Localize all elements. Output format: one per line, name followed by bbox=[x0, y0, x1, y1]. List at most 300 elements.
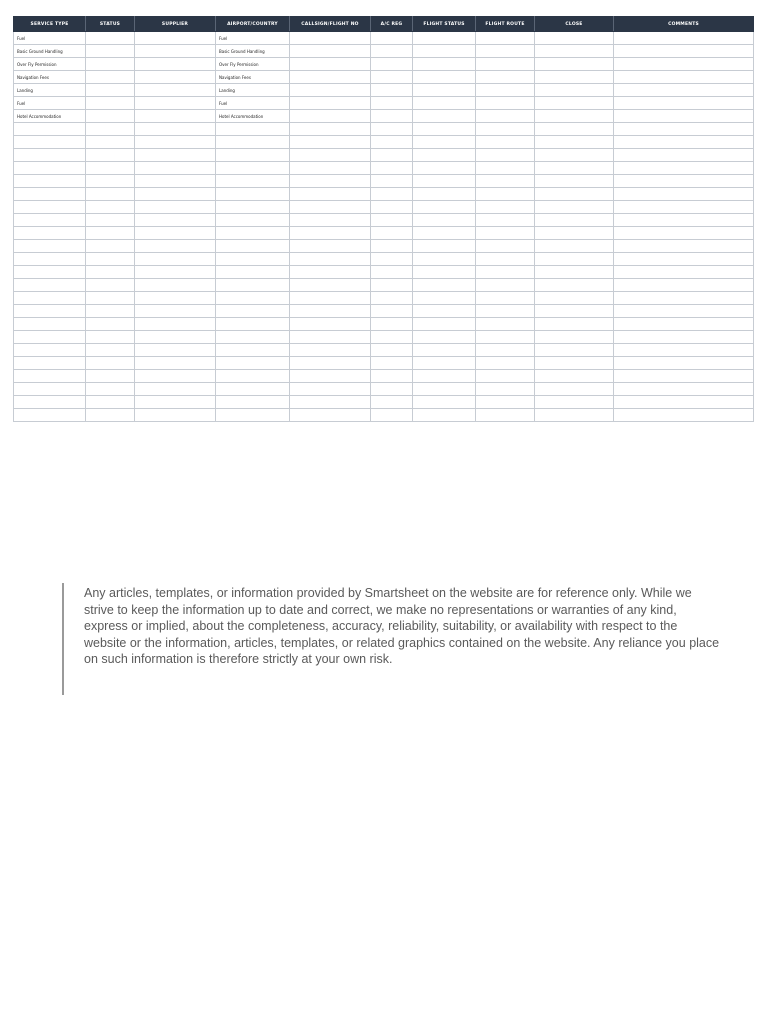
cell-service-type[interactable] bbox=[14, 305, 86, 318]
cell-supplier[interactable] bbox=[135, 409, 216, 422]
cell-status[interactable] bbox=[86, 71, 135, 84]
cell-airport-country[interactable] bbox=[216, 344, 290, 357]
cell-flight-route[interactable] bbox=[476, 357, 535, 370]
cell-ac-reg[interactable] bbox=[371, 318, 413, 331]
cell-flight-route[interactable] bbox=[476, 58, 535, 71]
cell-airport-country[interactable] bbox=[216, 305, 290, 318]
cell-status[interactable] bbox=[86, 110, 135, 123]
cell-service-type[interactable] bbox=[14, 214, 86, 227]
cell-supplier[interactable] bbox=[135, 84, 216, 97]
cell-ac-reg[interactable] bbox=[371, 188, 413, 201]
cell-status[interactable] bbox=[86, 214, 135, 227]
cell-service-type[interactable] bbox=[14, 123, 86, 136]
cell-flight-status[interactable] bbox=[413, 331, 476, 344]
cell-callsign-flight-no[interactable] bbox=[290, 175, 371, 188]
cell-flight-route[interactable] bbox=[476, 279, 535, 292]
cell-close[interactable] bbox=[535, 396, 614, 409]
cell-comments[interactable] bbox=[614, 240, 754, 253]
cell-ac-reg[interactable] bbox=[371, 227, 413, 240]
cell-airport-country[interactable] bbox=[216, 383, 290, 396]
cell-callsign-flight-no[interactable] bbox=[290, 318, 371, 331]
cell-airport-country[interactable] bbox=[216, 331, 290, 344]
cell-flight-status[interactable] bbox=[413, 318, 476, 331]
cell-airport-country[interactable] bbox=[216, 136, 290, 149]
cell-status[interactable] bbox=[86, 58, 135, 71]
cell-flight-status[interactable] bbox=[413, 240, 476, 253]
cell-flight-route[interactable] bbox=[476, 175, 535, 188]
cell-supplier[interactable] bbox=[135, 240, 216, 253]
cell-comments[interactable] bbox=[614, 344, 754, 357]
cell-comments[interactable] bbox=[614, 84, 754, 97]
cell-flight-route[interactable] bbox=[476, 227, 535, 240]
cell-flight-route[interactable] bbox=[476, 292, 535, 305]
cell-supplier[interactable] bbox=[135, 305, 216, 318]
cell-service-type[interactable] bbox=[14, 331, 86, 344]
cell-flight-route[interactable] bbox=[476, 318, 535, 331]
cell-close[interactable] bbox=[535, 331, 614, 344]
cell-flight-status[interactable] bbox=[413, 136, 476, 149]
cell-service-type[interactable] bbox=[14, 266, 86, 279]
cell-airport-country[interactable] bbox=[216, 318, 290, 331]
cell-ac-reg[interactable] bbox=[371, 45, 413, 58]
cell-service-type[interactable] bbox=[14, 253, 86, 266]
cell-service-type[interactable] bbox=[14, 240, 86, 253]
cell-comments[interactable] bbox=[614, 58, 754, 71]
cell-ac-reg[interactable] bbox=[371, 84, 413, 97]
cell-callsign-flight-no[interactable] bbox=[290, 84, 371, 97]
cell-ac-reg[interactable] bbox=[371, 383, 413, 396]
cell-callsign-flight-no[interactable] bbox=[290, 162, 371, 175]
cell-callsign-flight-no[interactable] bbox=[290, 45, 371, 58]
cell-callsign-flight-no[interactable] bbox=[290, 370, 371, 383]
cell-ac-reg[interactable] bbox=[371, 32, 413, 45]
cell-comments[interactable] bbox=[614, 396, 754, 409]
cell-flight-status[interactable] bbox=[413, 214, 476, 227]
cell-service-type[interactable] bbox=[14, 162, 86, 175]
cell-flight-status[interactable] bbox=[413, 396, 476, 409]
cell-airport-country[interactable] bbox=[216, 266, 290, 279]
cell-status[interactable] bbox=[86, 227, 135, 240]
cell-flight-route[interactable] bbox=[476, 201, 535, 214]
cell-service-type[interactable] bbox=[14, 175, 86, 188]
cell-close[interactable] bbox=[535, 383, 614, 396]
cell-callsign-flight-no[interactable] bbox=[290, 123, 371, 136]
cell-flight-status[interactable] bbox=[413, 279, 476, 292]
cell-close[interactable] bbox=[535, 175, 614, 188]
cell-flight-route[interactable] bbox=[476, 123, 535, 136]
cell-close[interactable] bbox=[535, 318, 614, 331]
cell-flight-status[interactable] bbox=[413, 175, 476, 188]
cell-flight-route[interactable] bbox=[476, 32, 535, 45]
cell-close[interactable] bbox=[535, 84, 614, 97]
cell-close[interactable] bbox=[535, 110, 614, 123]
cell-flight-route[interactable] bbox=[476, 370, 535, 383]
cell-close[interactable] bbox=[535, 97, 614, 110]
cell-supplier[interactable] bbox=[135, 253, 216, 266]
cell-status[interactable] bbox=[86, 383, 135, 396]
cell-airport-country[interactable]: Fuel bbox=[216, 32, 290, 45]
cell-status[interactable] bbox=[86, 409, 135, 422]
cell-status[interactable] bbox=[86, 396, 135, 409]
cell-ac-reg[interactable] bbox=[371, 331, 413, 344]
cell-ac-reg[interactable] bbox=[371, 201, 413, 214]
cell-airport-country[interactable]: Fuel bbox=[216, 97, 290, 110]
cell-service-type[interactable]: Landing bbox=[14, 84, 86, 97]
cell-ac-reg[interactable] bbox=[371, 240, 413, 253]
cell-comments[interactable] bbox=[614, 149, 754, 162]
cell-service-type[interactable] bbox=[14, 318, 86, 331]
cell-flight-status[interactable] bbox=[413, 266, 476, 279]
cell-service-type[interactable] bbox=[14, 370, 86, 383]
cell-ac-reg[interactable] bbox=[371, 266, 413, 279]
cell-comments[interactable] bbox=[614, 188, 754, 201]
cell-flight-status[interactable] bbox=[413, 32, 476, 45]
cell-flight-status[interactable] bbox=[413, 409, 476, 422]
cell-status[interactable] bbox=[86, 305, 135, 318]
cell-ac-reg[interactable] bbox=[371, 253, 413, 266]
cell-airport-country[interactable] bbox=[216, 123, 290, 136]
cell-comments[interactable] bbox=[614, 305, 754, 318]
cell-close[interactable] bbox=[535, 45, 614, 58]
cell-ac-reg[interactable] bbox=[371, 123, 413, 136]
cell-close[interactable] bbox=[535, 162, 614, 175]
cell-airport-country[interactable] bbox=[216, 253, 290, 266]
cell-callsign-flight-no[interactable] bbox=[290, 344, 371, 357]
cell-comments[interactable] bbox=[614, 162, 754, 175]
cell-ac-reg[interactable] bbox=[371, 71, 413, 84]
cell-comments[interactable] bbox=[614, 318, 754, 331]
cell-status[interactable] bbox=[86, 253, 135, 266]
cell-callsign-flight-no[interactable] bbox=[290, 110, 371, 123]
cell-service-type[interactable] bbox=[14, 149, 86, 162]
cell-service-type[interactable] bbox=[14, 409, 86, 422]
cell-status[interactable] bbox=[86, 97, 135, 110]
cell-status[interactable] bbox=[86, 175, 135, 188]
cell-callsign-flight-no[interactable] bbox=[290, 32, 371, 45]
cell-flight-status[interactable] bbox=[413, 110, 476, 123]
cell-airport-country[interactable] bbox=[216, 396, 290, 409]
cell-flight-route[interactable] bbox=[476, 188, 535, 201]
cell-close[interactable] bbox=[535, 227, 614, 240]
cell-flight-route[interactable] bbox=[476, 71, 535, 84]
cell-callsign-flight-no[interactable] bbox=[290, 409, 371, 422]
cell-flight-route[interactable] bbox=[476, 97, 535, 110]
cell-supplier[interactable] bbox=[135, 318, 216, 331]
cell-status[interactable] bbox=[86, 279, 135, 292]
cell-callsign-flight-no[interactable] bbox=[290, 188, 371, 201]
cell-flight-route[interactable] bbox=[476, 331, 535, 344]
cell-ac-reg[interactable] bbox=[371, 175, 413, 188]
cell-comments[interactable] bbox=[614, 123, 754, 136]
cell-service-type[interactable] bbox=[14, 201, 86, 214]
cell-ac-reg[interactable] bbox=[371, 279, 413, 292]
cell-flight-route[interactable] bbox=[476, 214, 535, 227]
cell-supplier[interactable] bbox=[135, 162, 216, 175]
cell-comments[interactable] bbox=[614, 370, 754, 383]
cell-supplier[interactable] bbox=[135, 110, 216, 123]
cell-comments[interactable] bbox=[614, 357, 754, 370]
cell-service-type[interactable] bbox=[14, 357, 86, 370]
cell-callsign-flight-no[interactable] bbox=[290, 305, 371, 318]
cell-flight-status[interactable] bbox=[413, 370, 476, 383]
cell-callsign-flight-no[interactable] bbox=[290, 227, 371, 240]
cell-supplier[interactable] bbox=[135, 97, 216, 110]
cell-flight-status[interactable] bbox=[413, 305, 476, 318]
cell-flight-route[interactable] bbox=[476, 409, 535, 422]
cell-close[interactable] bbox=[535, 71, 614, 84]
cell-flight-route[interactable] bbox=[476, 149, 535, 162]
cell-close[interactable] bbox=[535, 58, 614, 71]
cell-ac-reg[interactable] bbox=[371, 344, 413, 357]
cell-close[interactable] bbox=[535, 214, 614, 227]
cell-supplier[interactable] bbox=[135, 136, 216, 149]
cell-flight-route[interactable] bbox=[476, 45, 535, 58]
cell-airport-country[interactable] bbox=[216, 214, 290, 227]
cell-ac-reg[interactable] bbox=[371, 162, 413, 175]
cell-service-type[interactable] bbox=[14, 188, 86, 201]
cell-flight-status[interactable] bbox=[413, 188, 476, 201]
cell-comments[interactable] bbox=[614, 110, 754, 123]
cell-ac-reg[interactable] bbox=[371, 97, 413, 110]
cell-close[interactable] bbox=[535, 149, 614, 162]
cell-supplier[interactable] bbox=[135, 357, 216, 370]
cell-supplier[interactable] bbox=[135, 45, 216, 58]
cell-callsign-flight-no[interactable] bbox=[290, 396, 371, 409]
cell-flight-status[interactable] bbox=[413, 357, 476, 370]
cell-flight-route[interactable] bbox=[476, 344, 535, 357]
cell-status[interactable] bbox=[86, 136, 135, 149]
cell-supplier[interactable] bbox=[135, 214, 216, 227]
cell-ac-reg[interactable] bbox=[371, 110, 413, 123]
cell-airport-country[interactable] bbox=[216, 201, 290, 214]
cell-supplier[interactable] bbox=[135, 344, 216, 357]
cell-flight-route[interactable] bbox=[476, 84, 535, 97]
cell-flight-route[interactable] bbox=[476, 162, 535, 175]
cell-comments[interactable] bbox=[614, 266, 754, 279]
cell-status[interactable] bbox=[86, 84, 135, 97]
cell-flight-route[interactable] bbox=[476, 266, 535, 279]
cell-airport-country[interactable]: Over Fly Permission bbox=[216, 58, 290, 71]
cell-flight-route[interactable] bbox=[476, 240, 535, 253]
cell-service-type[interactable] bbox=[14, 136, 86, 149]
cell-flight-status[interactable] bbox=[413, 149, 476, 162]
cell-airport-country[interactable]: Basic Ground Handling bbox=[216, 45, 290, 58]
cell-supplier[interactable] bbox=[135, 188, 216, 201]
cell-flight-status[interactable] bbox=[413, 45, 476, 58]
cell-close[interactable] bbox=[535, 253, 614, 266]
cell-status[interactable] bbox=[86, 357, 135, 370]
cell-status[interactable] bbox=[86, 292, 135, 305]
cell-ac-reg[interactable] bbox=[371, 370, 413, 383]
cell-callsign-flight-no[interactable] bbox=[290, 253, 371, 266]
cell-flight-route[interactable] bbox=[476, 383, 535, 396]
cell-callsign-flight-no[interactable] bbox=[290, 201, 371, 214]
cell-flight-route[interactable] bbox=[476, 396, 535, 409]
cell-flight-route[interactable] bbox=[476, 136, 535, 149]
cell-supplier[interactable] bbox=[135, 279, 216, 292]
cell-close[interactable] bbox=[535, 32, 614, 45]
cell-comments[interactable] bbox=[614, 227, 754, 240]
cell-airport-country[interactable]: Hotel Accommodation bbox=[216, 110, 290, 123]
cell-airport-country[interactable]: Landing bbox=[216, 84, 290, 97]
cell-supplier[interactable] bbox=[135, 292, 216, 305]
cell-status[interactable] bbox=[86, 331, 135, 344]
cell-status[interactable] bbox=[86, 45, 135, 58]
cell-close[interactable] bbox=[535, 370, 614, 383]
cell-service-type[interactable]: Hotel Accommodation bbox=[14, 110, 86, 123]
cell-flight-status[interactable] bbox=[413, 71, 476, 84]
cell-comments[interactable] bbox=[614, 253, 754, 266]
cell-callsign-flight-no[interactable] bbox=[290, 240, 371, 253]
cell-comments[interactable] bbox=[614, 383, 754, 396]
cell-ac-reg[interactable] bbox=[371, 305, 413, 318]
cell-ac-reg[interactable] bbox=[371, 136, 413, 149]
cell-service-type[interactable] bbox=[14, 292, 86, 305]
cell-airport-country[interactable] bbox=[216, 149, 290, 162]
cell-supplier[interactable] bbox=[135, 149, 216, 162]
cell-close[interactable] bbox=[535, 409, 614, 422]
cell-service-type[interactable] bbox=[14, 383, 86, 396]
cell-ac-reg[interactable] bbox=[371, 396, 413, 409]
cell-status[interactable] bbox=[86, 318, 135, 331]
cell-status[interactable] bbox=[86, 240, 135, 253]
cell-close[interactable] bbox=[535, 344, 614, 357]
cell-status[interactable] bbox=[86, 162, 135, 175]
cell-callsign-flight-no[interactable] bbox=[290, 331, 371, 344]
cell-close[interactable] bbox=[535, 292, 614, 305]
cell-comments[interactable] bbox=[614, 97, 754, 110]
cell-supplier[interactable] bbox=[135, 123, 216, 136]
cell-airport-country[interactable]: Navigation Fees bbox=[216, 71, 290, 84]
cell-supplier[interactable] bbox=[135, 266, 216, 279]
cell-comments[interactable] bbox=[614, 201, 754, 214]
cell-status[interactable] bbox=[86, 370, 135, 383]
cell-flight-status[interactable] bbox=[413, 58, 476, 71]
cell-flight-route[interactable] bbox=[476, 253, 535, 266]
cell-comments[interactable] bbox=[614, 279, 754, 292]
cell-flight-status[interactable] bbox=[413, 253, 476, 266]
cell-flight-status[interactable] bbox=[413, 227, 476, 240]
cell-status[interactable] bbox=[86, 149, 135, 162]
cell-supplier[interactable] bbox=[135, 331, 216, 344]
cell-supplier[interactable] bbox=[135, 383, 216, 396]
cell-service-type[interactable]: Navigation Fees bbox=[14, 71, 86, 84]
cell-callsign-flight-no[interactable] bbox=[290, 97, 371, 110]
cell-service-type[interactable]: Over Fly Permission bbox=[14, 58, 86, 71]
cell-flight-status[interactable] bbox=[413, 201, 476, 214]
cell-service-type[interactable] bbox=[14, 279, 86, 292]
cell-callsign-flight-no[interactable] bbox=[290, 266, 371, 279]
cell-flight-route[interactable] bbox=[476, 305, 535, 318]
cell-flight-status[interactable] bbox=[413, 344, 476, 357]
cell-service-type[interactable]: Basic Ground Handling bbox=[14, 45, 86, 58]
cell-airport-country[interactable] bbox=[216, 279, 290, 292]
cell-close[interactable] bbox=[535, 188, 614, 201]
cell-status[interactable] bbox=[86, 32, 135, 45]
cell-flight-status[interactable] bbox=[413, 84, 476, 97]
cell-close[interactable] bbox=[535, 136, 614, 149]
cell-comments[interactable] bbox=[614, 214, 754, 227]
cell-comments[interactable] bbox=[614, 409, 754, 422]
cell-flight-status[interactable] bbox=[413, 123, 476, 136]
cell-callsign-flight-no[interactable] bbox=[290, 71, 371, 84]
cell-flight-route[interactable] bbox=[476, 110, 535, 123]
cell-comments[interactable] bbox=[614, 71, 754, 84]
cell-status[interactable] bbox=[86, 344, 135, 357]
cell-airport-country[interactable] bbox=[216, 188, 290, 201]
cell-comments[interactable] bbox=[614, 136, 754, 149]
cell-callsign-flight-no[interactable] bbox=[290, 357, 371, 370]
cell-supplier[interactable] bbox=[135, 71, 216, 84]
cell-callsign-flight-no[interactable] bbox=[290, 149, 371, 162]
cell-service-type[interactable] bbox=[14, 227, 86, 240]
cell-airport-country[interactable] bbox=[216, 175, 290, 188]
cell-ac-reg[interactable] bbox=[371, 58, 413, 71]
cell-ac-reg[interactable] bbox=[371, 357, 413, 370]
cell-supplier[interactable] bbox=[135, 32, 216, 45]
cell-supplier[interactable] bbox=[135, 201, 216, 214]
cell-airport-country[interactable] bbox=[216, 370, 290, 383]
cell-callsign-flight-no[interactable] bbox=[290, 214, 371, 227]
cell-supplier[interactable] bbox=[135, 175, 216, 188]
cell-callsign-flight-no[interactable] bbox=[290, 383, 371, 396]
cell-airport-country[interactable] bbox=[216, 162, 290, 175]
cell-service-type[interactable] bbox=[14, 396, 86, 409]
cell-callsign-flight-no[interactable] bbox=[290, 292, 371, 305]
cell-comments[interactable] bbox=[614, 292, 754, 305]
cell-status[interactable] bbox=[86, 123, 135, 136]
cell-supplier[interactable] bbox=[135, 58, 216, 71]
cell-comments[interactable] bbox=[614, 331, 754, 344]
cell-close[interactable] bbox=[535, 201, 614, 214]
cell-service-type[interactable]: Fuel bbox=[14, 32, 86, 45]
cell-ac-reg[interactable] bbox=[371, 149, 413, 162]
cell-close[interactable] bbox=[535, 305, 614, 318]
cell-status[interactable] bbox=[86, 188, 135, 201]
cell-airport-country[interactable] bbox=[216, 227, 290, 240]
cell-comments[interactable] bbox=[614, 45, 754, 58]
cell-flight-status[interactable] bbox=[413, 97, 476, 110]
cell-close[interactable] bbox=[535, 357, 614, 370]
cell-airport-country[interactable] bbox=[216, 357, 290, 370]
cell-service-type[interactable] bbox=[14, 344, 86, 357]
cell-status[interactable] bbox=[86, 266, 135, 279]
cell-status[interactable] bbox=[86, 201, 135, 214]
cell-close[interactable] bbox=[535, 123, 614, 136]
cell-flight-status[interactable] bbox=[413, 162, 476, 175]
cell-airport-country[interactable] bbox=[216, 240, 290, 253]
cell-close[interactable] bbox=[535, 266, 614, 279]
cell-ac-reg[interactable] bbox=[371, 292, 413, 305]
cell-close[interactable] bbox=[535, 240, 614, 253]
cell-callsign-flight-no[interactable] bbox=[290, 58, 371, 71]
cell-flight-status[interactable] bbox=[413, 383, 476, 396]
cell-ac-reg[interactable] bbox=[371, 409, 413, 422]
cell-comments[interactable] bbox=[614, 32, 754, 45]
cell-airport-country[interactable] bbox=[216, 409, 290, 422]
cell-comments[interactable] bbox=[614, 175, 754, 188]
cell-airport-country[interactable] bbox=[216, 292, 290, 305]
cell-close[interactable] bbox=[535, 279, 614, 292]
cell-ac-reg[interactable] bbox=[371, 214, 413, 227]
cell-supplier[interactable] bbox=[135, 396, 216, 409]
cell-callsign-flight-no[interactable] bbox=[290, 136, 371, 149]
cell-service-type[interactable]: Fuel bbox=[14, 97, 86, 110]
cell-flight-status[interactable] bbox=[413, 292, 476, 305]
cell-callsign-flight-no[interactable] bbox=[290, 279, 371, 292]
cell-supplier[interactable] bbox=[135, 370, 216, 383]
cell-supplier[interactable] bbox=[135, 227, 216, 240]
